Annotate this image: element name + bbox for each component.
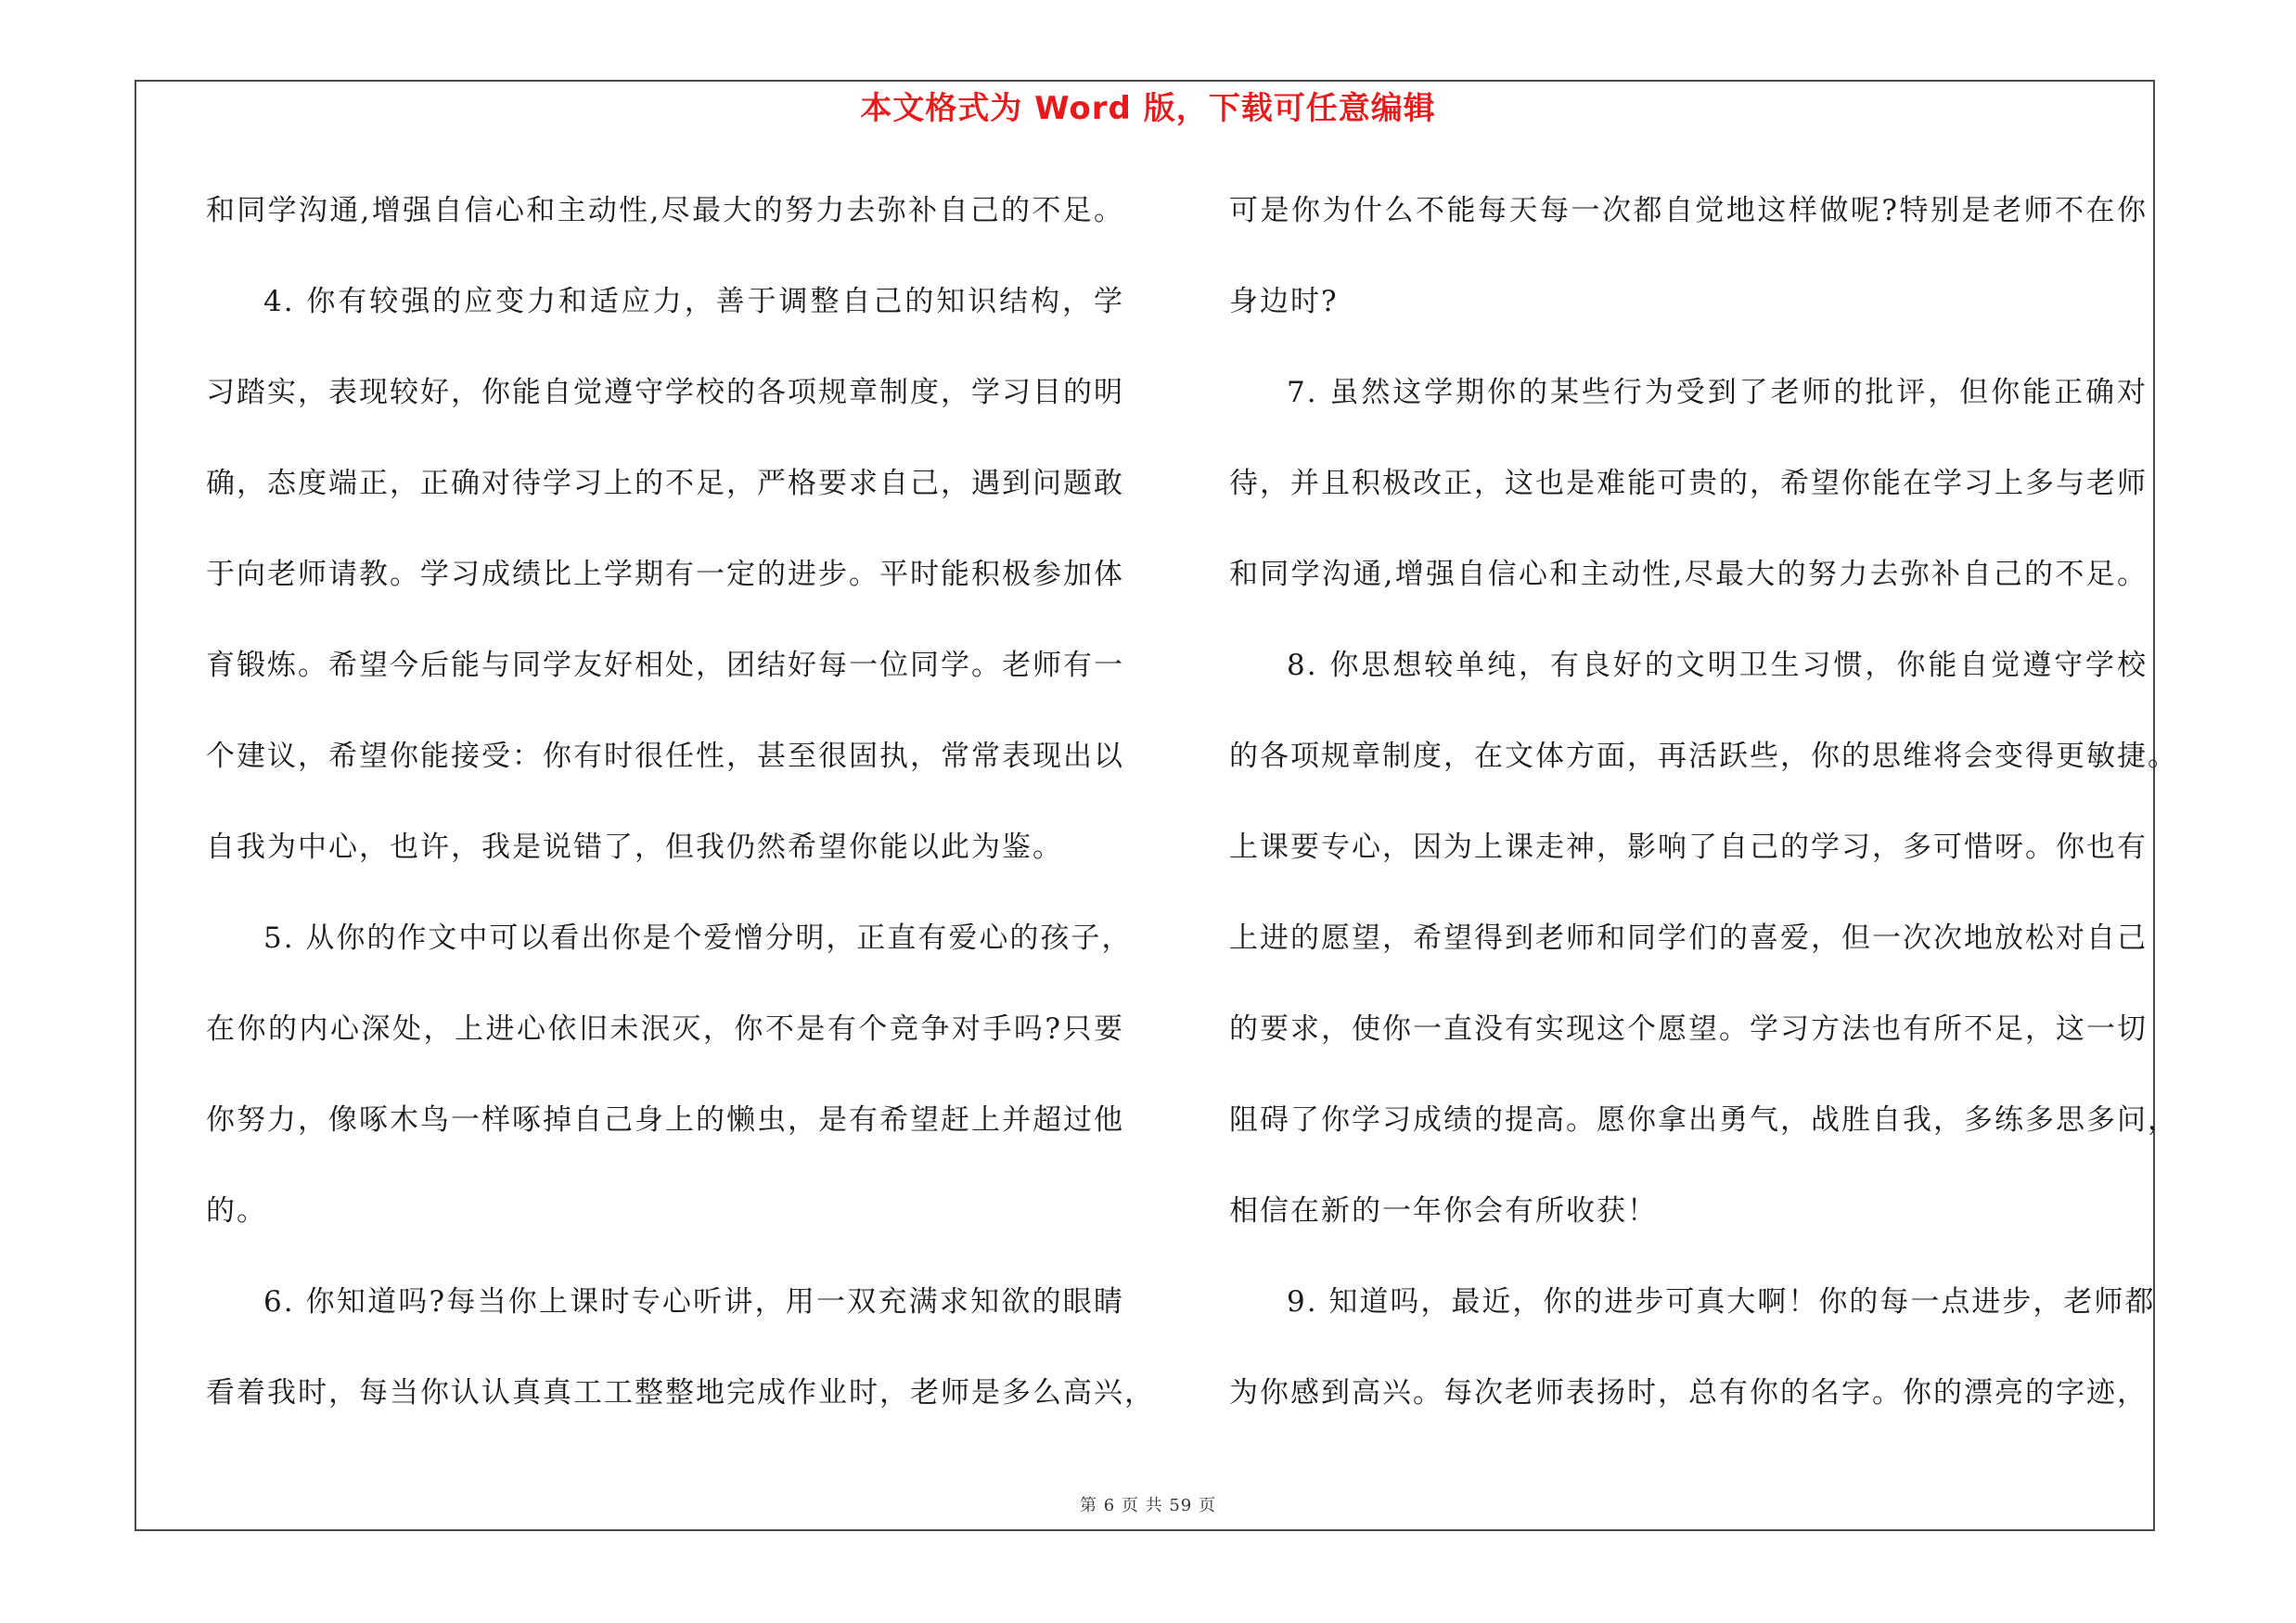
text-line: 看着我时，每当你认认真真工工整整地完成作业时，老师是多么高兴， (206, 1376, 1155, 1410)
text-line: 上进的愿望，希望得到老师和同学们的喜爱，但一次次地放松对自己 (1229, 921, 2148, 955)
text-line: 相信在新的一年你会有所收获！ (1229, 1194, 1658, 1228)
text-line: 为你感到高兴。每次老师表扬时，总有你的名字。你的漂亮的字迹， (1229, 1376, 2148, 1410)
page-number-footer: 第 6 页 共 59 页 (1080, 1496, 1216, 1515)
text-line: 5. 从你的作文中可以看出你是个爱憎分明，正直有爱心的孩子， (263, 921, 1133, 955)
text-line: 可是你为什么不能每天每一次都自觉地这样做呢?特别是老师不在你 (1229, 194, 2148, 227)
text-line: 9. 知道吗，最近，你的进步可真大啊！你的每一点进步，老师都 (1287, 1285, 2156, 1319)
text-line: 和同学沟通,增强自信心和主动性,尽最大的努力去弥补自己的不足。 (206, 194, 1124, 227)
text-line: 的要求，使你一直没有实现这个愿望。学习方法也有所不足，这一切 (1229, 1012, 2148, 1046)
text-line: 习踏实，表现较好，你能自觉遵守学校的各项规章制度，学习目的明 (206, 376, 1124, 409)
text-line: 你努力，像啄木鸟一样啄掉自己身上的懒虫，是有希望赶上并超过他 (206, 1103, 1124, 1137)
text-line: 确，态度端正，正确对待学习上的不足，严格要求自己，遇到问题敢 (206, 467, 1124, 500)
text-line: 个建议，希望你能接受：你有时很任性，甚至很固执，常常表现出以 (206, 740, 1124, 773)
text-line: 阻碍了你学习成绩的提高。愿你拿出勇气，战胜自我，多练多思多问， (1229, 1103, 2178, 1137)
text-line: 的各项规章制度，在文体方面，再活跃些，你的思维将会变得更敏捷。 (1229, 740, 2178, 773)
right-column (1229, 184, 2178, 1457)
text-line: 8. 你思想较单纯，有良好的文明卫生习惯，你能自觉遵守学校 (1287, 649, 2148, 682)
text-line: 待，并且积极改正，这也是难能可贵的，希望你能在学习上多与老师 (1229, 467, 2148, 500)
left-column (206, 184, 1155, 1457)
text-line: 自我为中心，也许，我是说错了，但我仍然希望你能以此为鉴。 (206, 831, 1063, 864)
format-banner: 本文格式为 Word 版，下载可任意编辑 (860, 90, 1436, 127)
text-line: 在你的内心深处，上进心依旧未泯灭，你不是有个竞争对手吗?只要 (206, 1012, 1124, 1046)
text-line: 育锻炼。希望今后能与同学友好相处，团结好每一位同学。老师有一 (206, 649, 1124, 682)
text-line: 的。 (206, 1194, 267, 1228)
text-line: 和同学沟通,增强自信心和主动性,尽最大的努力去弥补自己的不足。 (1229, 558, 2148, 591)
text-line: 7. 虽然这学期你的某些行为受到了老师的批评，但你能正确对 (1287, 376, 2148, 409)
text-line: 4. 你有较强的应变力和适应力，善于调整自己的知识结构，学 (263, 285, 1124, 318)
text-line: 于向老师请教。学习成绩比上学期有一定的进步。平时能积极参加体 (206, 558, 1124, 591)
text-line: 身边时? (1229, 285, 1339, 318)
text-line: 上课要专心，因为上课走神，影响了自己的学习，多可惜呀。你也有 (1229, 831, 2148, 864)
text-line: 6. 你知道吗?每当你上课时专心听讲，用一双充满求知欲的眼睛 (263, 1285, 1124, 1319)
